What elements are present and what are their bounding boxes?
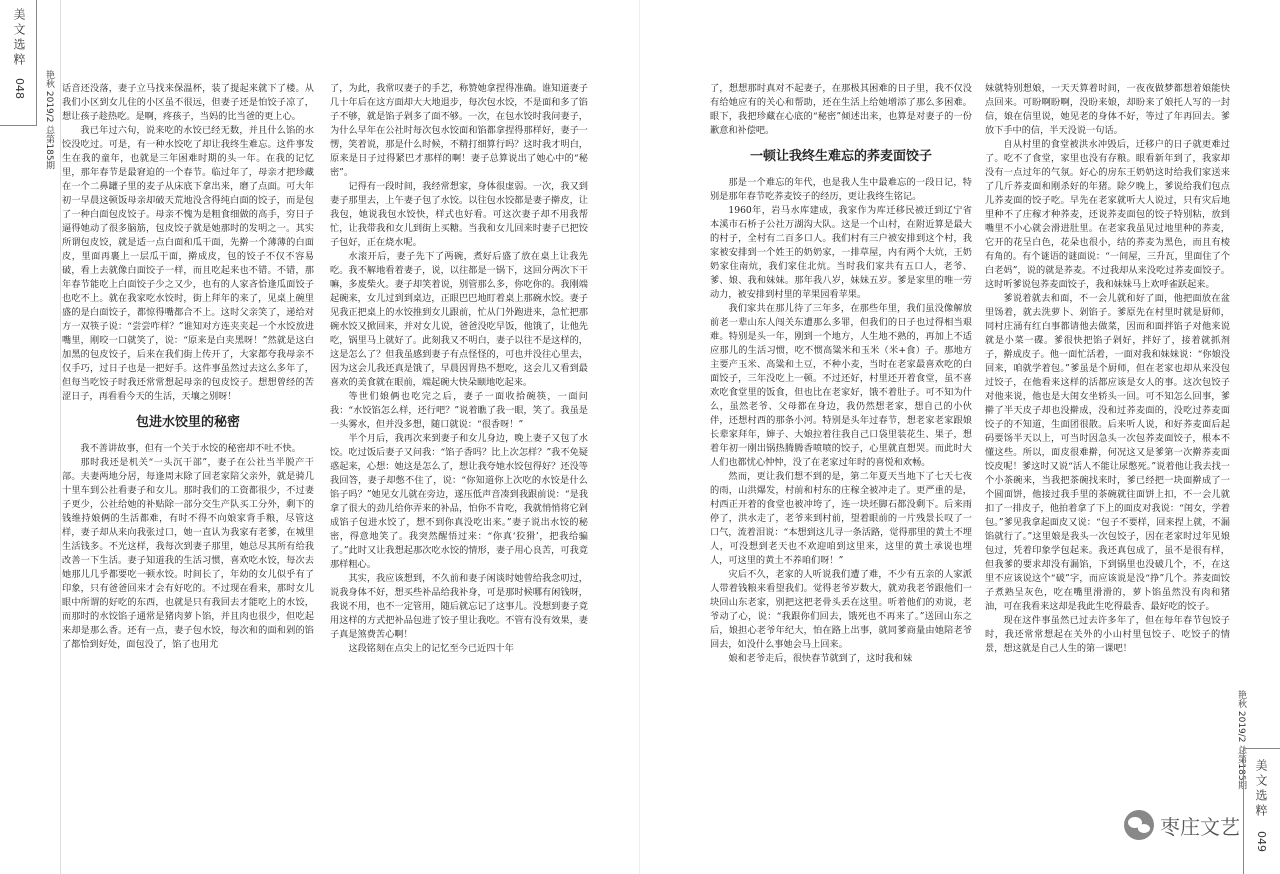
paragraph: 娘和老爷走后，很快春节就到了，这时我和妹: [728, 653, 913, 664]
paragraph: 那是一个难忘的年代，也是我人生中最难忘的一段日记，特别是那年春节吃荞麦饺子的经历，更让我终生铭记。: [710, 177, 972, 202]
left-spine-issue: 艳秋 2019/2 总第185期: [44, 70, 54, 170]
paragraph: 了，想想那时真对不起妻子，在那极其困难的日子里，我不仅没有给她应有的关心和帮助，还在生活上给她增添了那么多困难。眼下，我把珍藏在心底的“秘密”倾述出来，也算是对妻子的一份歉意和补偿吧。: [710, 83, 972, 136]
right-column-1: [710, 82, 972, 872]
paragraph: 记得有一段时间，我经常想家，身体很虚弱。一次，我又到妻子那里去，上午妻子包了水饺。以往包水饺都是妻子擀皮，让我包，她说我包水饺快，样式也好看。可这次妻子却不用我帮忙，让我带我和女儿到街上买糖。当我和女儿回来时妻子已把饺子包好，正在烧水呢。: [330, 181, 588, 248]
article-heading: 包进水饺里的秘密: [135, 415, 240, 430]
paragraph: 爹说着就去和面，不一会儿就和好了面，他把面放在盆里饧着，就去洗萝卜、剁馅子。爹原先在村里时就是厨师，同村庄涌有红白事都请他去做菜，因而和面拌馅子对他来说就是小菜一碟。爹很快把馅子剁好，拌好了，接着就抓剂子，擀成皮子。他一面忙活着，一面对我和妹妹说：“你娘没回来，咱就学着包。”爹虽是个厨师，但在老家也却从来没包过饺子，在他看来这样的活都应该是女人的事。这次包饺子对他来说，他也是大闺女坐轿头一回。可不知怎么回事，爹擀了半天皮子却也没擀成，没和过荞麦面的，没吃过荞麦面饺子的不知道，生面团很散。后来听人说，和好荞麦面后起码要饧半天以上，可当时因急头一次包荞麦面饺子，根本不懂这些。所以，面皮很难擀，何况这又是爹第一次擀荞麦面饺皮呢！爹这时又说“活人不能让尿憋死。”说着他让我去找一个小茶碗来，当我把茶碗找来时，爹已经把一块面擀成了一个圆面饼，他接过我手里的茶碗就往面饼上扣，不一会儿就扣了一排皮子，他拍着拿了下上的面皮对我说：“闺女，学着包。”爹见我拿起面皮又说：“包子不要样，回来捏上就，不漏馅就行了。”这里娘是我头一次包饺子，因在老家时过年见娘包过，凭着印象学包起来。我还真包成了，虽不是很有样，但我爹的要求却没有漏馅，下到锅里也没破几个，不，在这里不应该说这个“破”字，而应该说是没“挣”几个。荞麦面饺子煮熟呈灰色，吃在嘴里滑滑的，萝卜馅虽然没有肉和猪油，可在我看来这却是我此生吃得最香、最好吃的饺子。: [985, 293, 1230, 612]
right-page: [640, 0, 1280, 874]
paragraph: 等世们娘俩也吃完之后，妻子一面收拾碗筷，一面问我：“水饺馅怎么样，还行吧？”说着瞧了我一眼，笑了。我虽是一头雾水，但并没多想，随口就说：“很香呀！”: [330, 391, 588, 430]
paragraph: 水滚开后，妻子先下了两碗，煮好后盛了放在桌上让我先吃。我不解地看着妻子，说，以往都是一锅下，这回分两次下干嘛，多废柴火。妻子却笑着说，别管那么多，你吃你的。我刚端起碗来，女儿过到到桌边，正眼巴巴地盯着桌上那碗水饺。妻子见我正把桌上的水饺推到女儿跟前，忙从门外跑进来，急忙把那碗水饺又掀回来，并对女儿说，爸爸没吃早饭，他饿了，让他先吃，锅里马上就好了。此刻我又不明白，妻子以往不是这样的，这是怎么了？但我虽感到妻子有点怪怪的，可也并没往心里去，因为这会儿我还真是饿了，早晨因胃热不想吃，这会儿又看到最喜欢的美食就在眼前，端起碗大快朵颐地吃起来。: [330, 251, 588, 388]
left-tab-page-number: 048: [13, 78, 26, 99]
left-column-2: [330, 82, 588, 872]
paragraph: 半个月后，我再次来到妻子和女儿身边，晚上妻子又包了水饺。吃过饭后妻子又问我：“馅子香吗？比上次怎样？”我不免疑惑起来，心想：她这是怎么了，想让我夸她水饺包得好？还没等我回答，妻子却憋不住了，说：“你知道你上次吃的水饺是什么馅子吗？”她见女儿就在旁边，遂压低声音凑到我跟前说：“是我拿了很大的劲儿给你弄来的补品，怕你不肯吃，我就悄悄将它剁成馅子包进水饺了，想不到你真没吃出来。”妻子说出水饺的秘密，得意地笑了。我突然醒悟过来：“你真‘狡猾’，把我给骗了。”此时又让我想起那次吃水饺的情形，妻子用心良苦，可我竟那样粗心。: [330, 433, 588, 570]
left-column-1: [62, 82, 314, 872]
paragraph: 这段铭刻在点尖上的记忆至今已近四十年: [348, 643, 514, 654]
right-spine-issue: 艳秋 2019/2 总第185期: [1236, 690, 1246, 790]
paragraph: 了，为此，我常叹妻子的手艺，称赞她拿捏得准确。谁知道妻子几十年后在这方面却大大地退步，每次包水饺，不是面和多了馅子不够，就是馅子剁多了面不够。一次，在包水饺时我问妻子，为什么早年在公社时每次包水饺面和馅都拿捏得那样好，妻子一愣，笑着说，那是什么时候，不精打细算行吗？这时我才明白，原来是日子过得紧巴才那样的啊！妻子总算说出了她心中的“秘密”。: [330, 83, 588, 178]
paragraph: 我不善讲故事，但有一个关于水饺的秘密却不吐不快。: [80, 443, 301, 454]
paragraph: 其实，我应该想到，不久前和妻子闲谈时她曾给我念叨过，说我身体不好，想买些补品给我补身，可是那时候哪有闲钱呀，我说不用，也不一定管用，随后就忘记了这事儿。没想到妻子竟用这样的方式把补品包进了饺子里让我吃。不管有没有效果，妻子真是煞费苦心啊！: [330, 573, 588, 640]
right-tab-magazine-title: 美文选粹: [1254, 759, 1268, 819]
left-tab-magazine-title: 美文选粹: [12, 8, 26, 68]
paragraph: 那时我还是机关“一头沉干部”，妻子在公社当半脱产干部。夫妻两地分居，每逢周末除了回老家陪父亲外，就是骑几十里车到公社看妻子和女儿。那时我们的工资都很少，不过妻子更少，公社给她的补贴除一部分交生产队买工分外，剩下的钱维持娘俩的生活都难，有时不得不向娘家背手粮，尽管这样，妻子却从来向我张过口，她一直认为我家有老爹，在城里生活钱多。不光这样，我每次到妻子那里，她总尽其所有给我改善一下生活。妻子知道我的生活习惯，喜欢吃水饺，每次去她那儿几乎都要吃一顿水饺。时间长了，年幼的女儿似乎有了印象，只有爸爸回来才会有好吃的。不过现在看来，那时女儿眼中所谓的好吃的东西，也就是只有我回去才能吃上的水饺，而那时的水饺馅子通常是猪肉萝卜馅，并且肉也很少，但吃起来却是那么香。还有一点，妻子包水饺，每次和的面和剁的馅了都恰到好处，面包没了，馅了也用尤: [62, 457, 314, 650]
right-tab-page-number: 049: [1255, 831, 1268, 852]
left-margin: [0, 0, 61, 874]
paragraph: 我们家共在那儿待了三年多，在那些年里，我们虽没像解放前老一辈山东人闯关东遭那么多罪，但我们的日子也过得相当艰难。特别是头一年，刚到一个地方，人生地不熟的，再加上不适应那儿的生活习惯，吃不惯高粱米和玉米（米+食）子。那地方主要产玉米、高粱和土豆，不种小麦，当时在老家最喜欢吃的白面饺子，三年没吃上一顿。不过还好，村里还开着食堂，虽不喜欢吃食堂里的饭食，但也比在老家好，饿不着肚子。可不知为什么，虽然老爷、父母都在身边，我仍然想老家，想自己的小伙伴，还想村西的那条小河。特别是头年过春节，想老家老家跟娘长辈家拜年，婶子、大娘拉着往我自己口袋里装花生、果子，想着年初一刚出锅热腾腾香喷喷的饺子，心里就直想哭。而此时大人们也都忧心忡忡，没了在老家过年时的喜悦和欢畅。: [710, 303, 972, 468]
paragraph: 现在这件事虽然已过去许多年了，但在每年春节包饺子时，我还常常想起在关外的小山村里包饺子、吃饺子的情景，想这就是自己人生的第一课吧！: [985, 615, 1230, 654]
paragraph: 1960年，岩马水库建成，我家作为库迁移民被迁到辽宁省本溪市石桥子公社万湖沟大队。这是一个山村，在附近算是最大的村子，全村有二百多口人。我们村有三户被安排到这个村，我家被安排到一个姓王的奶奶家，一排草屋，内有两个大炕，王奶奶家住南炕，我们家住北炕。当时我们家共有五口人，老爷、爹、娘、我和妹妹。那年我八岁，妹妹五岁。爹是家里的唯一劳动力，被安排到村里的苹果园看苹果。: [710, 205, 972, 300]
right-column-2: [985, 82, 1230, 872]
left-page-tab: [0, 0, 37, 126]
paragraph: 自从村里的食堂被洪水冲毁后，迁移户的日子就更难过了。吃不了食堂，家里也没有存粮。眼看新年到了，我家却没有一点过年的气氛。好心的房东王奶奶这时给我们家送来了几斤荞麦面和刚杀好的年猪。除夕晚上，爹说给我们包点儿荞麦面的饺子吃。早先在老家就听大人说过，只有灾后地里种不了庄稼才种荞麦，还说荞麦面包的饺子特别粘，放到嘴里不小心就会滑进肚里。在老家我虽见过地里种的荞麦，它开的花呈白色，花朵也很小，结的荞麦为黑色，而且有棱有角的。有个谜语的谜面说：“一间屋，三升瓦，里面住了个白老妈”，说的就是荞麦。不过我却从来没吃过荞麦面饺子。这时听爹说包荞麦面饺子，我和妹妹马上欢呼雀跃起来。: [985, 139, 1230, 290]
wechat-icon: [1124, 810, 1154, 840]
paragraph: 话音还没落，妻子立马找来保温杯，装了提起来就下了楼。从我们小区到女儿住的小区虽不很远，但妻子还是怕饺子凉了，想让孩子趁热吃。是啊，疼孩子，当妈的比当爸的更上心。: [62, 83, 314, 122]
paragraph: 然而，更让我们想不到的是，第二年夏天当地下了七天七夜的雨，山洪爆发，村前和村东的庄稼全被冲走了。更严重的是，村西正开着的食堂也被冲垮了，连一块坯脚石都没剩下。后来雨停了，洪水走了，老爷来到村前，望着眼前的一片残景长叹了一口气，流着泪说：“本想到这儿寻一条活路，觉得那里的黄土不埋人，可没想到老天也不欢迎咱到这里来，这里的黄土承说也埋人，可这里的黄土不养咱们呀！”: [710, 471, 972, 566]
paragraph: 妹就特别想娘，一天天算着时间，一夜夜做梦都想着娘能快点回来。可盼啊盼啊，没盼来娘，却盼来了娘托人写的一封信，娘在信里说，她见老的身体不好，等过了年再回去。爹放下手中的信，半天没说一句话。: [985, 83, 1230, 136]
watermark-text: 枣庄文艺: [1160, 814, 1240, 839]
paragraph: 灾后不久，老家的人听说我们遭了难，不少有五亲的人家派人带着钱粮来看望我们。觉得老爷岁数大，就劝我老爷跟他们一块回山东老家，别把这把老骨头丢在这里。听着他们的劝说，老爷动了心，说：“我跟你们回去，饿死也不再来了。”送回山东之后，娘担心老爷年纪大，怕在路上出事，就同爹商量由她陪老爷回去，如没什么事她会马上回来。: [710, 569, 972, 650]
right-page-tab: [1243, 748, 1280, 874]
article-heading: 一顿让我终生难忘的荞麦面饺子: [749, 149, 932, 164]
paragraph: 我已年过六旬，说来吃的水饺已经无数，并且什么馅的水饺没吃过。可是，有一种水饺吃了却让我终生难忘。这件事发生在我的童年，也就是三年困难时期的头一年。在我的记忆里，那年春节是最窘迫的一个春节。临过年了，母亲才把珍藏在一个二鼻罐子里的麦子从床底下拿出来，磨了点面。可大年初一早晨这顿饭母亲却破天荒地没含得纯白面的饺子，而是包了一种白面包皮饺子。母亲不愧为是粗食细做的高手，穷日子逼得她动了很多脑筋，包皮饺子就是她那时的发明之一。其实所谓包皮饺，就是适一点白面和瓜干面，先擀一个薄薄的白面皮，里面再裹上一层瓜干面，擀成皮，包的饺子不仅不容易破，看上去就像白面饺子一样，而且吃起来也不错。不错，那年春节能吃上白面饺子少之又少，也有的人家吝恰逢瓜面饺子也吃不上。就在我家吃水饺时，街上拜年的来了，见桌上碗里盛的是白面饺子，都惊得嘴都合不上。这时父亲笑了，递给对方一双筷子说：“尝尝咋样？”谁知对方连夹夹起一个水饺放进嘴里，刚咬一口就笑了，说：“原来是白夹黑呀！”然就是这白加黑的包皮饺子，后来在我们街上传开了，大家都夸我母亲不仅手巧，过日子也是一把好手。这件事虽然过去这么多年了，但每当吃饺子时我还常常想起母亲的包皮饺子。想想曾经的苦涩日子，再看看今天的生活，天壤之别呀！: [62, 125, 314, 402]
watermark: [1124, 810, 1240, 840]
